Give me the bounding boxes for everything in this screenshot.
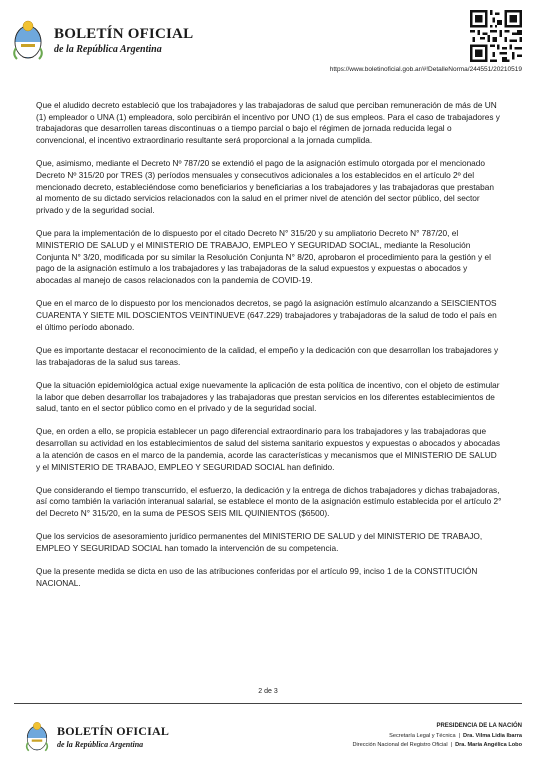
footer-divider <box>14 703 522 704</box>
footer-logo <box>22 720 169 753</box>
document-url[interactable]: https://www.boletinoficial.gob.ar/#!DetalleNorma/244551/20210519 <box>329 66 522 73</box>
footer-line-2-label: Dirección Nacional del Registro Oficial <box>352 742 448 748</box>
page-number: 2 de 3 <box>258 688 278 695</box>
presidencia-label: PRESIDENCIA DE LA NACIÓN <box>436 723 522 729</box>
footer-credits <box>352 722 522 751</box>
paragraph: Que la presente medida se dicta en uso de las atribuciones conferidas por el artículo 99, inciso 1 de la CONSTITUCIÓN NACIONAL. <box>36 566 478 588</box>
footer-brand-title: BOLETÍN OFICIAL <box>57 724 170 738</box>
paragraph: Que la situación epidemiológica actual exige nuevamente la aplicación de esta política de incentivo, con el objeto de estimular la labor que deben desarrollar los trabajadores y las trabajadoras que prestan servicios en los diferentes establecimientos de salud, tanto en el sector público como en el privado y de la seguridad social. <box>36 379 500 414</box>
paragraph: Que en el marco de lo dispuesto por los mencionados decretos, se pagó la asignación estímulo alcanzando a SEISCIENTOS CUARENTA Y SIETE MIL DOSCIENTOS VEINTINUEVE (647.229) trabajadores y trabajadoras de la salud de todo el país en el último período abonado. <box>36 298 497 332</box>
paragraph: Que, en orden a ello, se propicia establecer un pago diferencial extraordinario para los trabajadores y las trabajadoras que desarrollan su actividad en los establecimientos de salud del sistema sanitario expuestos y expuestas o abocados y abocadas a la atención de casos en el marco de la pandemia, acorde las características y mecanismos que el MINISTERIO DE SALUD y el MINISTERIO DE TRABAJO, EMPLEO Y SEGURIDAD SOCIAL han definido. <box>36 426 500 472</box>
paragraph: Que el aludido decreto estableció que los trabajadores y las trabajadoras de salud que perciban remuneración de más de UN (1) empleador o UNA (1) empleadora, solo percibirán el incentivo por UNO (1) de sus empleos. Para el caso de trabajadores y trabajadoras que desarrollen tareas discontinuas o a tiempo parcial o bajo el régimen de jornada reducida legal o convencional, el incentivo extraordinario resultante será proporcional a la jornada cumplida. <box>36 100 500 146</box>
document-body <box>36 100 502 601</box>
brand-title: BOLETÍN OFICIAL <box>54 25 194 42</box>
argentina-coat-of-arms-icon <box>22 720 52 753</box>
footer-line-2-name: Dra. María Angélica Lobo <box>455 742 522 748</box>
paragraph: Que considerando el tiempo transcurrido, el esfuerzo, la dedicación y la entrega de dichos trabajadores y dichas trabajadoras, así como también la variación interanual salarial, se establece el monto de la asignación estímulo establecida por el artículo 2° del Decreto N° 315/20, en la suma de PESOS SEIS MIL QUINIENTOS ($6500). <box>36 484 502 519</box>
footer-line-1-label: Secretaría Legal y Técnica <box>389 732 456 739</box>
paragraph: Que es importante destacar el reconocimiento de la calidad, el empeño y la dedicación con que desarrollan los trabajadores y las trabajadoras de la salud sus tareas. <box>36 344 499 367</box>
paragraph: Que los servicios de asesoramiento jurídico permanentes del MINISTERIO DE SALUD y del MINISTERIO DE TRABAJO, EMPLEO Y SEGURIDAD SOCIAL han tomado la intervención de su competencia. <box>36 531 483 554</box>
footer-line-1-name: Dra. Vilma Lidia Ibarra <box>463 732 522 739</box>
qr-code-icon[interactable] <box>470 10 522 62</box>
footer-brand-subtitle: de la República Argentina <box>57 740 144 749</box>
argentina-coat-of-arms-icon <box>8 18 48 62</box>
brand-subtitle: de la República Argentina <box>54 43 162 55</box>
boletin-oficial-logo <box>8 14 208 66</box>
paragraph: Que, asimismo, mediante el Decreto Nº 787/20 se extendió el pago de la asignación estímulo otorgada por el mencionado Decreto Nº 315/20 por TRES (3) períodos mensuales y consecutivos adicionales a los establecidos en el artículo 2º del mencionado decreto, estableciéndose como beneficiarios y beneficiarias a los trabajadores y las trabajadoras que prestaban al momento de su dictado servicios relacionados con la salud en el primer nivel de atención del sector público, del sector privado y de la seguridad social. <box>36 158 494 216</box>
footer-line-2 <box>352 741 522 751</box>
footer-line-1 <box>352 732 522 742</box>
document-header <box>0 0 536 80</box>
footer-separator: | <box>458 732 461 739</box>
paragraph: Que para la implementación de lo dispuesto por el citado Decreto N° 315/20 y su ampliatorio Decreto N° 787/20, el MINISTERIO DE SALUD y el MINISTERIO DE TRABAJO, EMPLEO Y SEGURIDAD SOCIAL, mediante la Resolución Conjunta N° 3/20, modificada por su similar la Resolución Conjunta N° 8/20, aprobaron el procedimiento para la gestión y el pago de la asignación estímulo a los trabajadores y las trabajadoras de la salud expuestos y expuestas o abocados y abocadas al manejo de casos relacionados con la pandemia de COVID-19. <box>36 228 491 286</box>
footer-separator: | <box>450 742 453 748</box>
